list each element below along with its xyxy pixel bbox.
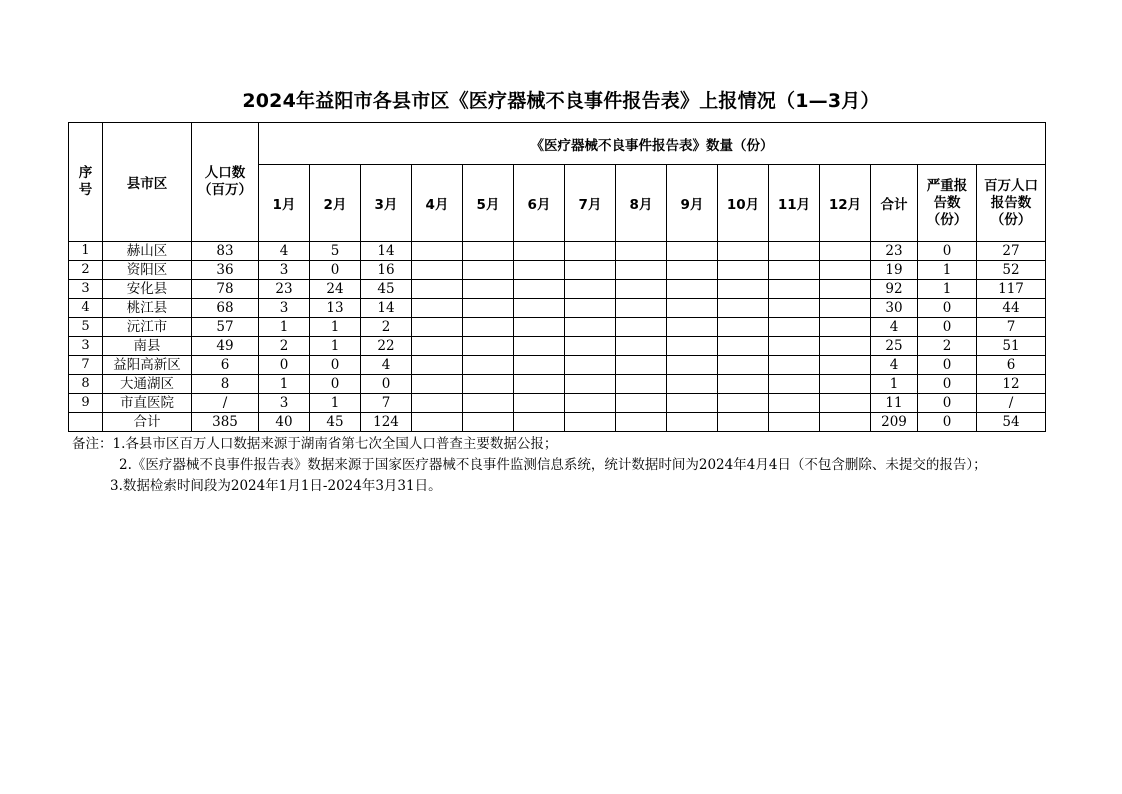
- month-count-cell: [718, 356, 769, 375]
- population-cell: 83: [192, 242, 259, 261]
- header-month: 1月: [259, 165, 310, 242]
- header-month: 6月: [514, 165, 565, 242]
- table-row: [69, 261, 1046, 280]
- month-count-cell: [565, 413, 616, 432]
- serious-cell: 0: [918, 375, 977, 394]
- month-count-cell: 45: [310, 413, 361, 432]
- month-count-cell: [463, 280, 514, 299]
- serious-cell: 2: [918, 337, 977, 356]
- month-count-cell: [412, 280, 463, 299]
- month-count-cell: [412, 413, 463, 432]
- month-count-cell: 2: [259, 337, 310, 356]
- month-count-cell: [718, 413, 769, 432]
- county-cell: 益阳高新区: [103, 356, 192, 375]
- per-million-cell: /: [977, 394, 1046, 413]
- month-count-cell: [820, 413, 871, 432]
- month-count-cell: 24: [310, 280, 361, 299]
- month-count-cell: 3: [259, 299, 310, 318]
- month-count-cell: [463, 261, 514, 280]
- per-million-cell: 44: [977, 299, 1046, 318]
- serious-cell: 0: [918, 242, 977, 261]
- total-cell: 25: [871, 337, 918, 356]
- month-count-cell: [616, 280, 667, 299]
- month-count-cell: [616, 299, 667, 318]
- month-count-cell: 14: [361, 242, 412, 261]
- month-count-cell: [412, 356, 463, 375]
- table-row: [69, 242, 1046, 261]
- total-cell: 1: [871, 375, 918, 394]
- row-index-cell: 7: [69, 356, 103, 375]
- month-count-cell: 22: [361, 337, 412, 356]
- header-month: 10月: [718, 165, 769, 242]
- month-count-cell: [463, 413, 514, 432]
- month-count-cell: [718, 337, 769, 356]
- table-row: [69, 280, 1046, 299]
- month-count-cell: [565, 242, 616, 261]
- total-cell: 11: [871, 394, 918, 413]
- month-count-cell: [820, 280, 871, 299]
- row-index-cell: 3: [69, 337, 103, 356]
- month-count-cell: [565, 356, 616, 375]
- serious-cell: 0: [918, 299, 977, 318]
- month-count-cell: [820, 242, 871, 261]
- population-cell: 68: [192, 299, 259, 318]
- month-count-cell: [514, 337, 565, 356]
- table-row: [69, 337, 1046, 356]
- month-count-cell: [769, 394, 820, 413]
- population-cell: /: [192, 394, 259, 413]
- serious-cell: 0: [918, 413, 977, 432]
- month-count-cell: [769, 299, 820, 318]
- serious-cell: 1: [918, 261, 977, 280]
- month-count-cell: [769, 413, 820, 432]
- month-count-cell: [769, 356, 820, 375]
- month-count-cell: [412, 299, 463, 318]
- month-count-cell: [463, 375, 514, 394]
- population-cell: 36: [192, 261, 259, 280]
- row-index-cell: 9: [69, 394, 103, 413]
- month-count-cell: [820, 356, 871, 375]
- report-table: [68, 122, 1046, 432]
- month-count-cell: [514, 261, 565, 280]
- month-count-cell: [565, 261, 616, 280]
- month-count-cell: 0: [259, 356, 310, 375]
- month-count-cell: [565, 394, 616, 413]
- month-count-cell: [667, 375, 718, 394]
- month-count-cell: [463, 318, 514, 337]
- month-count-cell: [412, 242, 463, 261]
- month-count-cell: [667, 337, 718, 356]
- table-row: [69, 413, 1046, 432]
- month-count-cell: [565, 318, 616, 337]
- month-count-cell: 3: [259, 261, 310, 280]
- month-count-cell: [514, 413, 565, 432]
- header-month: 4月: [412, 165, 463, 242]
- month-count-cell: [820, 337, 871, 356]
- month-count-cell: [463, 356, 514, 375]
- month-count-cell: [616, 375, 667, 394]
- population-cell: 78: [192, 280, 259, 299]
- month-count-cell: [514, 356, 565, 375]
- header-month: 3月: [361, 165, 412, 242]
- month-count-cell: [412, 261, 463, 280]
- month-count-cell: 40: [259, 413, 310, 432]
- county-cell: 合计: [103, 413, 192, 432]
- page-title: 2024年益阳市各县市区《医疗器械不良事件报告表》上报情况（1—3月）: [242, 90, 880, 112]
- per-million-cell: 52: [977, 261, 1046, 280]
- per-million-cell: 6: [977, 356, 1046, 375]
- per-million-cell: 117: [977, 280, 1046, 299]
- month-count-cell: [514, 375, 565, 394]
- county-cell: 市直医院: [103, 394, 192, 413]
- month-count-cell: [718, 242, 769, 261]
- per-million-cell: 51: [977, 337, 1046, 356]
- month-count-cell: [616, 318, 667, 337]
- serious-cell: 0: [918, 394, 977, 413]
- county-cell: 大通湖区: [103, 375, 192, 394]
- header-month: 11月: [769, 165, 820, 242]
- month-count-cell: 7: [361, 394, 412, 413]
- month-count-cell: [667, 413, 718, 432]
- month-count-cell: 13: [310, 299, 361, 318]
- per-million-cell: 27: [977, 242, 1046, 261]
- month-count-cell: 0: [310, 261, 361, 280]
- month-count-cell: [565, 299, 616, 318]
- per-million-cell: 54: [977, 413, 1046, 432]
- row-index-cell: [69, 413, 103, 432]
- month-count-cell: [769, 318, 820, 337]
- month-count-cell: [565, 280, 616, 299]
- row-index-cell: 3: [69, 280, 103, 299]
- header-serious: 严重报告数（份）: [918, 165, 977, 242]
- per-million-cell: 7: [977, 318, 1046, 337]
- month-count-cell: [769, 242, 820, 261]
- month-count-cell: [769, 261, 820, 280]
- month-count-cell: [667, 280, 718, 299]
- table-row: [69, 394, 1046, 413]
- serious-cell: 0: [918, 318, 977, 337]
- header-month: 7月: [565, 165, 616, 242]
- month-count-cell: 1: [310, 337, 361, 356]
- month-count-cell: [667, 394, 718, 413]
- per-million-cell: 12: [977, 375, 1046, 394]
- month-count-cell: [565, 375, 616, 394]
- month-count-cell: [718, 280, 769, 299]
- month-count-cell: 0: [361, 375, 412, 394]
- table-body: [69, 242, 1046, 432]
- population-cell: 8: [192, 375, 259, 394]
- note-3: 3.数据检索时间段为2024年1月1日-2024年3月31日。: [110, 478, 442, 494]
- month-count-cell: 2: [361, 318, 412, 337]
- month-count-cell: [616, 242, 667, 261]
- serious-cell: 0: [918, 356, 977, 375]
- note-1: 备注：1.各县市区百万人口数据来源于湖南省第七次全国人口普查主要数据公报；: [72, 436, 558, 452]
- county-cell: 安化县: [103, 280, 192, 299]
- month-count-cell: [616, 356, 667, 375]
- month-count-cell: [463, 242, 514, 261]
- population-cell: 385: [192, 413, 259, 432]
- month-count-cell: [667, 299, 718, 318]
- month-count-cell: [718, 261, 769, 280]
- serious-cell: 1: [918, 280, 977, 299]
- month-count-cell: [769, 375, 820, 394]
- notes: [72, 434, 1052, 497]
- header-county: 县市区: [103, 123, 192, 242]
- month-count-cell: [514, 299, 565, 318]
- month-count-cell: [718, 318, 769, 337]
- header-month: 5月: [463, 165, 514, 242]
- header-month: 8月: [616, 165, 667, 242]
- row-index-cell: 5: [69, 318, 103, 337]
- table-row: [69, 375, 1046, 394]
- row-index-cell: 2: [69, 261, 103, 280]
- month-count-cell: 16: [361, 261, 412, 280]
- header-row-group: [69, 123, 1046, 165]
- county-cell: 南县: [103, 337, 192, 356]
- month-count-cell: 14: [361, 299, 412, 318]
- table-row: [69, 299, 1046, 318]
- total-cell: 4: [871, 318, 918, 337]
- month-count-cell: 0: [310, 375, 361, 394]
- month-count-cell: [769, 280, 820, 299]
- header-population: 人口数（百万）: [192, 123, 259, 242]
- month-count-cell: [412, 318, 463, 337]
- county-cell: 桃江县: [103, 299, 192, 318]
- county-cell: 沅江市: [103, 318, 192, 337]
- total-cell: 209: [871, 413, 918, 432]
- month-count-cell: [616, 413, 667, 432]
- total-cell: 30: [871, 299, 918, 318]
- month-count-cell: [412, 394, 463, 413]
- county-cell: 赫山区: [103, 242, 192, 261]
- month-count-cell: [820, 394, 871, 413]
- month-count-cell: [667, 318, 718, 337]
- header-total: 合计: [871, 165, 918, 242]
- note-2: 2.《医疗器械不良事件报告表》数据来源于国家医疗器械不良事件监测信息系统，统计数据时间为2024年4月4日（不包含删除、未提交的报告）；: [119, 457, 987, 473]
- month-count-cell: [412, 337, 463, 356]
- row-index-cell: 1: [69, 242, 103, 261]
- month-count-cell: [769, 337, 820, 356]
- month-count-cell: [820, 375, 871, 394]
- month-count-cell: 4: [361, 356, 412, 375]
- month-count-cell: [820, 318, 871, 337]
- header-report-group: 《医疗器械不良事件报告表》数量（份）: [259, 123, 1046, 165]
- population-cell: 49: [192, 337, 259, 356]
- total-cell: 23: [871, 242, 918, 261]
- month-count-cell: 0: [310, 356, 361, 375]
- total-cell: 92: [871, 280, 918, 299]
- table-row: [69, 356, 1046, 375]
- population-cell: 6: [192, 356, 259, 375]
- month-count-cell: 45: [361, 280, 412, 299]
- month-count-cell: [718, 375, 769, 394]
- header-per-million: 百万人口报告数（份）: [977, 165, 1046, 242]
- header-month: 12月: [820, 165, 871, 242]
- month-count-cell: 1: [310, 394, 361, 413]
- header-month: 9月: [667, 165, 718, 242]
- month-count-cell: [565, 337, 616, 356]
- month-count-cell: 1: [310, 318, 361, 337]
- month-count-cell: [718, 299, 769, 318]
- month-count-cell: [616, 337, 667, 356]
- table-row: [69, 318, 1046, 337]
- month-count-cell: 4: [259, 242, 310, 261]
- month-count-cell: [514, 280, 565, 299]
- month-count-cell: [820, 261, 871, 280]
- month-count-cell: 5: [310, 242, 361, 261]
- total-cell: 19: [871, 261, 918, 280]
- month-count-cell: 1: [259, 375, 310, 394]
- month-count-cell: 3: [259, 394, 310, 413]
- month-count-cell: [514, 242, 565, 261]
- month-count-cell: [616, 394, 667, 413]
- row-index-cell: 8: [69, 375, 103, 394]
- header-index: 序号: [69, 123, 103, 242]
- population-cell: 57: [192, 318, 259, 337]
- month-count-cell: 1: [259, 318, 310, 337]
- month-count-cell: [667, 261, 718, 280]
- month-count-cell: [463, 299, 514, 318]
- month-count-cell: [463, 337, 514, 356]
- total-cell: 4: [871, 356, 918, 375]
- month-count-cell: [667, 242, 718, 261]
- month-count-cell: [514, 394, 565, 413]
- month-count-cell: [463, 394, 514, 413]
- header-month: 2月: [310, 165, 361, 242]
- month-count-cell: [718, 394, 769, 413]
- county-cell: 资阳区: [103, 261, 192, 280]
- row-index-cell: 4: [69, 299, 103, 318]
- month-count-cell: [412, 375, 463, 394]
- month-count-cell: [616, 261, 667, 280]
- month-count-cell: [514, 318, 565, 337]
- month-count-cell: [820, 299, 871, 318]
- month-count-cell: 23: [259, 280, 310, 299]
- month-count-cell: 124: [361, 413, 412, 432]
- month-count-cell: [667, 356, 718, 375]
